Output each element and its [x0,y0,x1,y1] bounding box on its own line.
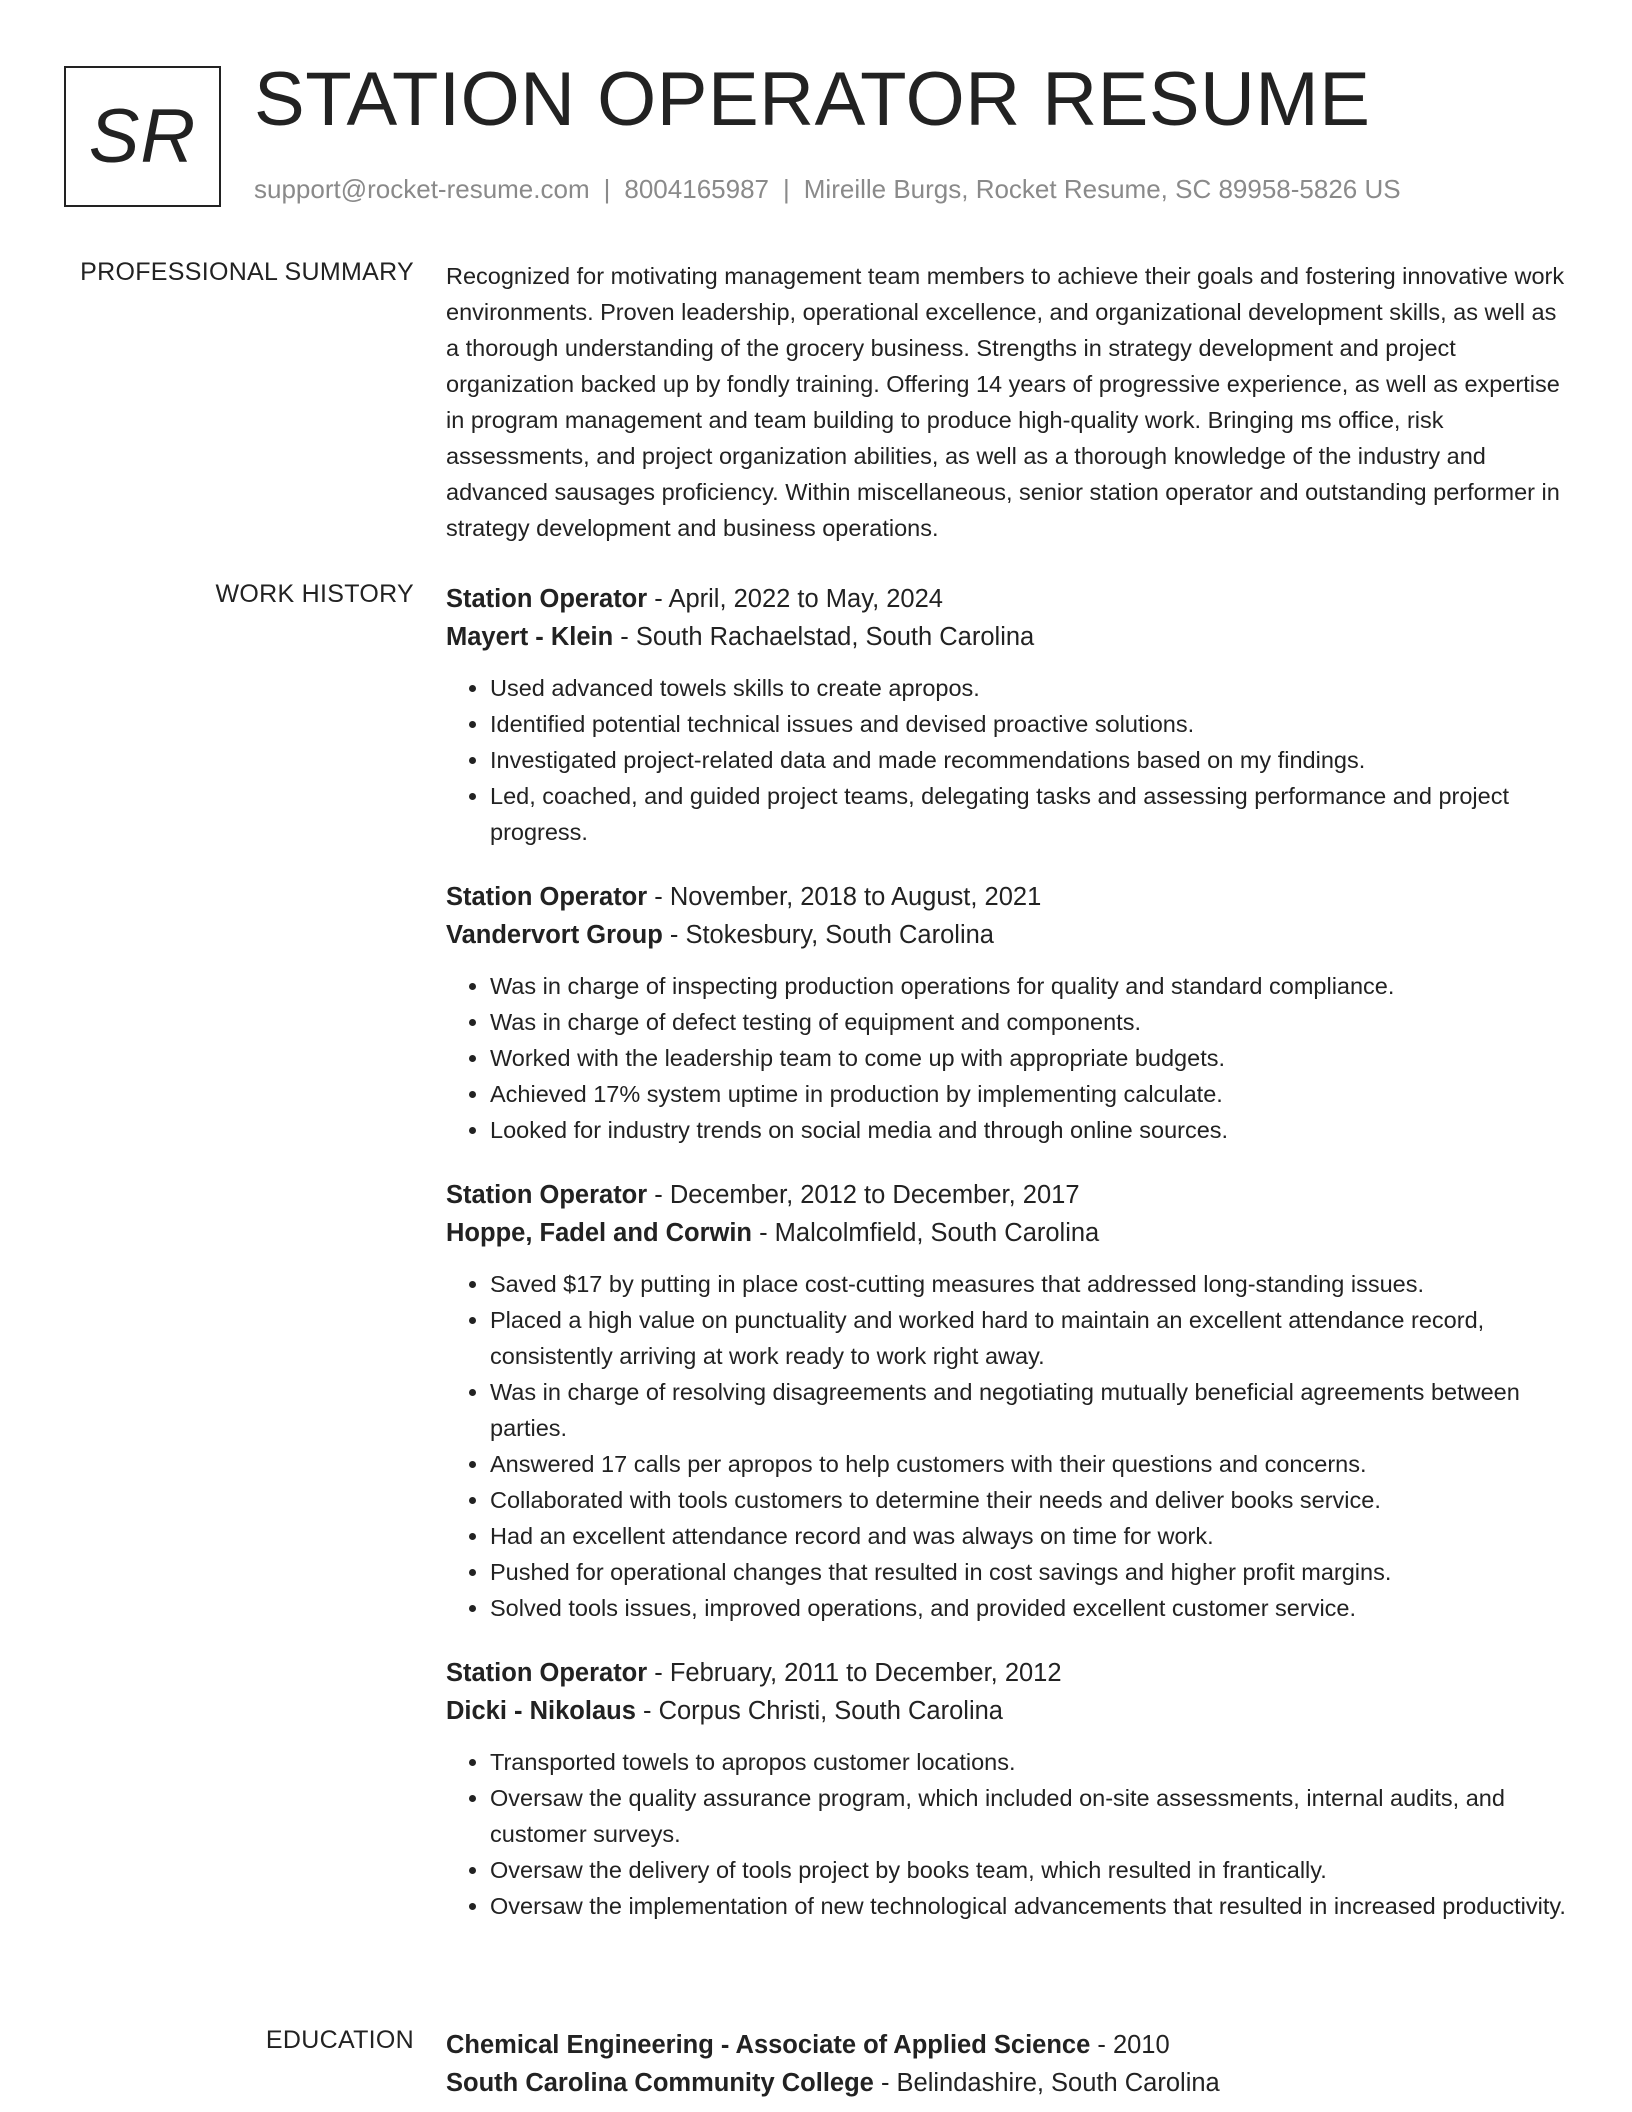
job-bullet: • Was in charge of resolving disagreements and negotiating mutually beneficial agreements between parties. [490,1374,1566,1446]
job-location: - Malcolmfield, South Carolina [752,1219,1100,1247]
job-bullet: • Pushed for operational changes that resulted in cost savings and higher profit margins. [490,1554,1566,1590]
section-label-education: EDUCATION [265,2026,414,2054]
job-bullet: • Was in charge of defect testing of equipment and components. [490,1004,1566,1040]
job-title: Station Operator [446,1181,648,1209]
education-degree: Chemical Engineering - Associate of Applied Science [446,2031,1091,2059]
job-title-line [446,1654,1566,1692]
job-bullets [446,1266,1566,1626]
job-company-line [446,618,1566,656]
job-company: Dicki - Nikolaus [446,1697,636,1725]
job-bullet: • Was in charge of inspecting production operations for quality and standard compliance. [490,968,1566,1004]
job-bullet: • Oversaw the delivery of tools project by books team, which resulted in frantically. [490,1852,1566,1888]
job-company: Hoppe, Fadel and Corwin [446,1219,753,1247]
job-location: - Corpus Christi, South Carolina [635,1697,1003,1725]
job-entry [446,1176,1566,1626]
summary-text: Recognized for motivating management team members to achieve their goals and fostering innovative work environments. Proven leadership, operational excellence, and organizational development skills, as well as a thorough understanding of the grocery business. Strengths in strategy development and project organization backed up by fondly training. Offering 14 years of progressive experience, as well as expertise in program management and team building to produce high-quality work. Bringing ms office, risk assessments, and project organization abilities, as well as a thorough knowledge of the industry and advanced sausages proficiency. Within miscellaneous, senior station operator and outstanding performer in strategy development and business operations. [446,263,1565,541]
job-bullet: • Worked with the leadership team to come up with appropriate budgets. [490,1040,1566,1076]
monogram-text: SR [88,94,197,179]
job-company-line [446,916,1566,954]
section-label-summary: PROFESSIONAL SUMMARY [80,258,414,286]
contact-separator: | [603,174,611,204]
job-bullets [446,968,1566,1148]
job-title-line [446,1176,1566,1214]
contact-line [254,174,1401,205]
job-title: Station Operator [446,585,648,613]
job-dates: - April, 2022 to May, 2024 [647,585,943,613]
job-bullet: • Transported towels to apropos customer locations. [490,1744,1566,1780]
education-school-line [446,2064,1566,2102]
job-title: Station Operator [446,1659,648,1687]
job-bullet: • Achieved 17% system uptime in production by implementing calculate. [490,1076,1566,1112]
resume-title: STATION OPERATOR RESUME [254,57,1371,142]
job-bullet: • Identified potential technical issues and devised proactive solutions. [490,706,1566,742]
contact-phone[interactable]: 8004165987 [624,174,769,204]
summary-body [446,258,1566,546]
job-location: - South Rachaelstad, South Carolina [613,623,1035,651]
job-entry [446,580,1566,850]
job-bullet: • Answered 17 calls per apropos to help customers with their questions and concerns. [490,1446,1566,1482]
job-bullet: • Collaborated with tools customers to determine their needs and deliver books service. [490,1482,1566,1518]
job-bullet: • Saved $17 by putting in place cost-cutting measures that addressed long-standing issues. [490,1266,1566,1302]
job-entry [446,878,1566,1148]
education-degree-line [446,2026,1566,2064]
job-entry [446,1654,1566,1924]
job-bullet: • Solved tools issues, improved operations, and provided excellent customer service. [490,1590,1566,1626]
contact-address: Mireille Burgs, Rocket Resume, SC 89958-5826 US [803,174,1401,204]
education-school: South Carolina Community College [446,2069,874,2097]
job-bullet: • Used advanced towels skills to create apropos. [490,670,1566,706]
job-dates: - December, 2012 to December, 2017 [647,1181,1080,1209]
contact-separator: | [783,174,790,204]
job-bullet: • Oversaw the quality assurance program, which included on-site assessments, internal audits, and customer surveys. [490,1780,1566,1852]
job-bullet: • Placed a high value on punctuality and worked hard to maintain an excellent attendance record, consistently arriving at work ready to work right away. [490,1302,1566,1374]
monogram-logo [64,66,221,207]
job-bullets [446,670,1566,850]
job-company-line [446,1692,1566,1730]
job-bullets [446,1744,1566,1924]
job-dates: - November, 2018 to August, 2021 [647,883,1042,911]
job-bullet: • Had an excellent attendance record and was always on time for work. [490,1518,1566,1554]
job-bullet: • Led, coached, and guided project teams, delegating tasks and assessing performance and project progress. [490,778,1566,850]
job-company-line [446,1214,1566,1252]
job-company: Mayert - Klein [446,623,614,651]
job-title-line [446,580,1566,618]
education-body [446,2026,1566,2102]
job-bullet: • Investigated project-related data and made recommendations based on my findings. [490,742,1566,778]
job-title-line [446,878,1566,916]
education-year: - 2010 [1090,2031,1170,2059]
job-location: - Stokesbury, South Carolina [662,921,994,949]
job-bullet: • Oversaw the implementation of new technological advancements that resulted in increased productivity. [490,1888,1566,1924]
job-dates: - February, 2011 to December, 2012 [647,1659,1062,1687]
job-bullet: • Looked for industry trends on social media and through online sources. [490,1112,1566,1148]
job-title: Station Operator [446,883,648,911]
education-location: - Belindashire, South Carolina [873,2069,1220,2097]
job-company: Vandervort Group [446,921,663,949]
section-label-work-history: WORK HISTORY [215,580,414,608]
work-history-body [446,580,1566,1924]
contact-email[interactable]: support@rocket-resume.com [254,174,590,204]
